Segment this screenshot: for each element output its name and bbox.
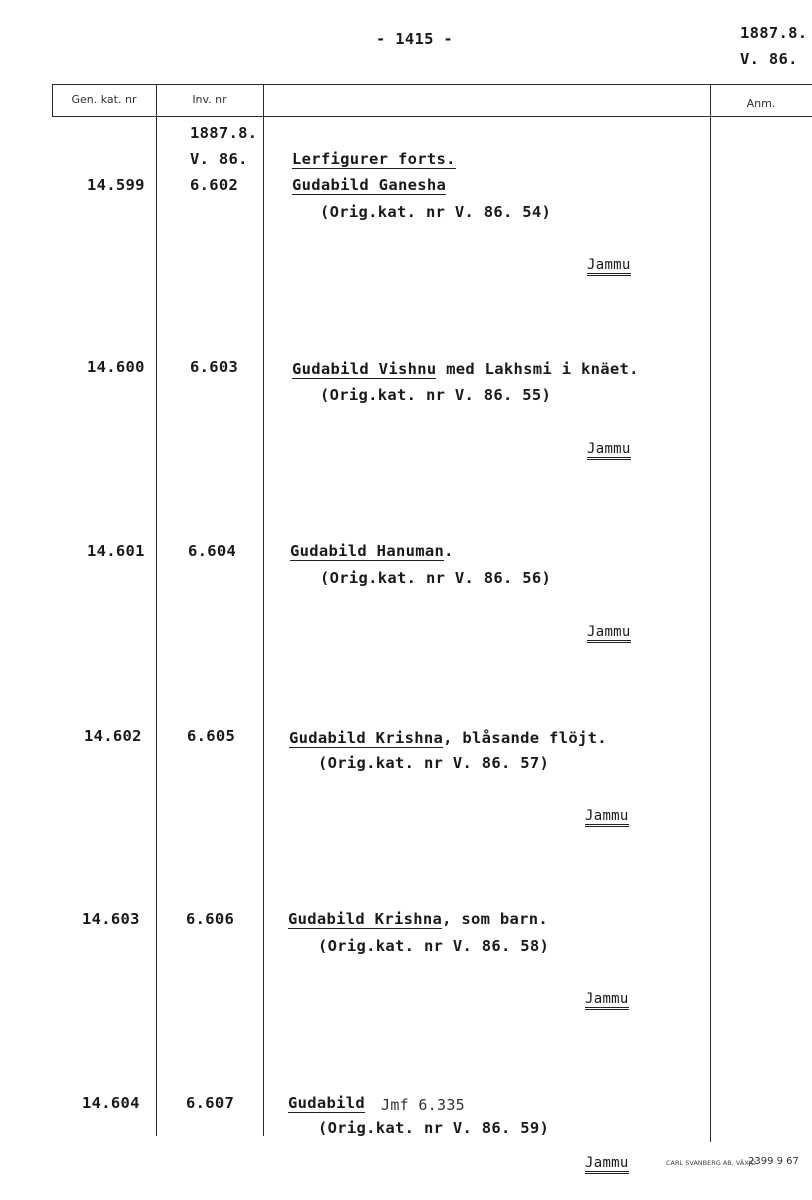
entry-title-rest: , blåsande flöjt. bbox=[443, 729, 607, 747]
header-inv-nr: Inv. nr bbox=[192, 93, 227, 106]
intro-inv-ref-line2: V. 86. bbox=[190, 150, 248, 168]
inv-nr: 6.604 bbox=[188, 542, 237, 560]
entry-title: Gudabild Hanuman bbox=[290, 542, 445, 560]
corner-reference-line2: V. 86. bbox=[740, 50, 798, 68]
inv-nr: 6.602 bbox=[190, 176, 239, 194]
entry-title-rest: . bbox=[444, 542, 454, 560]
inv-nr: 6.606 bbox=[186, 910, 235, 928]
header-anm: Anm. bbox=[746, 97, 776, 110]
inv-nr: 6.605 bbox=[187, 727, 236, 745]
cross-reference-note: Jmf 6.335 bbox=[381, 1096, 465, 1114]
entry-title: Gudabild Ganesha bbox=[292, 176, 447, 194]
orig-kat-ref: (Orig.kat. nr V. 86. 56) bbox=[320, 569, 552, 587]
section-heading: Lerfigurer forts. bbox=[292, 150, 456, 168]
header-description bbox=[263, 84, 710, 116]
column-rule-gen bbox=[156, 84, 157, 1136]
entry-title-rest: med Lakhsmi i knäet. bbox=[436, 360, 639, 378]
orig-kat-ref: (Orig.kat. nr V. 86. 59) bbox=[318, 1119, 550, 1137]
place-label: Jammu bbox=[585, 808, 629, 827]
intro-inv-ref-line1: 1887.8. bbox=[190, 124, 258, 142]
gen-kat-nr: 14.602 bbox=[84, 727, 142, 745]
orig-kat-ref: (Orig.kat. nr V. 86. 55) bbox=[320, 386, 552, 404]
place-label: Jammu bbox=[585, 991, 629, 1010]
entry-title: Gudabild bbox=[288, 1094, 366, 1112]
entry-title: Gudabild Krishna bbox=[288, 910, 443, 928]
page-number: - 1415 - bbox=[376, 30, 454, 48]
gen-kat-nr: 14.603 bbox=[82, 910, 140, 928]
corner-reference-line1: 1887.8. bbox=[740, 24, 808, 42]
column-rule-desc bbox=[710, 84, 711, 1142]
place-label: Jammu bbox=[587, 257, 631, 276]
form-code: 2399 9 67 bbox=[748, 1156, 799, 1167]
place-label: Jammu bbox=[587, 624, 631, 643]
place-label: Jammu bbox=[585, 1155, 629, 1174]
orig-kat-ref: (Orig.kat. nr V. 86. 58) bbox=[318, 937, 550, 955]
place-label: Jammu bbox=[587, 441, 631, 460]
gen-kat-nr: 14.604 bbox=[82, 1094, 140, 1112]
orig-kat-ref: (Orig.kat. nr V. 86. 54) bbox=[320, 203, 552, 221]
gen-kat-nr: 14.600 bbox=[87, 358, 145, 376]
inv-nr: 6.607 bbox=[186, 1094, 235, 1112]
orig-kat-ref: (Orig.kat. nr V. 86. 57) bbox=[318, 754, 550, 772]
inv-nr: 6.603 bbox=[190, 358, 239, 376]
gen-kat-nr: 14.601 bbox=[87, 542, 145, 560]
table-header-rule bbox=[52, 116, 812, 117]
header-gen-kat-nr: Gen. kat. nr bbox=[71, 93, 137, 106]
printer-imprint: CARL SVANBERG AB, VÄXJÖ bbox=[666, 1159, 756, 1167]
entry-title: Gudabild Krishna bbox=[289, 729, 444, 747]
entry-title: Gudabild Vishnu bbox=[292, 360, 437, 378]
column-rule-inv bbox=[263, 84, 264, 1136]
gen-kat-nr: 14.599 bbox=[87, 176, 145, 194]
entry-title-rest: , som barn. bbox=[442, 910, 549, 928]
